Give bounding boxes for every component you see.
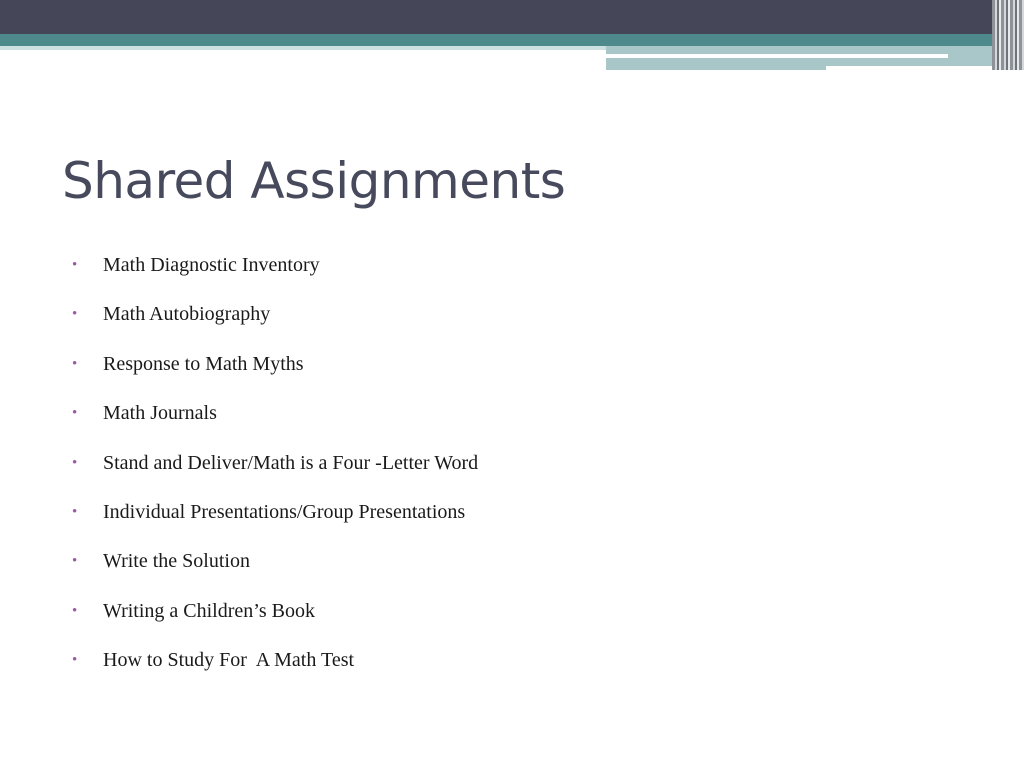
bullet-icon: • [72,355,78,372]
bullet-icon: • [72,602,78,619]
bullet-text: Response to Math Myths [103,352,304,375]
bullet-icon: • [72,652,78,669]
bullet-text: Math Journals [103,402,217,425]
bullet-icon: • [72,503,78,520]
bullet-text: Stand and Deliver/Math is a Four -Letter Word [103,451,479,474]
bullet-list [72,252,478,697]
bullet-item [72,548,478,597]
bullet-text: Individual Presentations/Group Presentations [103,500,466,523]
bullet-icon: • [72,454,78,471]
bullet-item [72,450,478,499]
bullet-text: Math Autobiography [103,303,271,326]
bullet-item [72,647,478,696]
bullet-icon: • [72,257,78,273]
bullet-icon: • [72,405,78,422]
bullet-icon: • [72,553,78,570]
slide-title: Shared Assignments [62,152,566,210]
header-dark-bar [0,0,1024,34]
bullet-text: Write the Solution [103,550,250,573]
bullet-item [72,499,478,548]
bullet-text: How to Study For A Math Test [103,649,355,672]
header-pale-stripe [0,46,606,50]
bullet-item [72,252,478,301]
bullet-text: Math Diagnostic Inventory [103,254,320,276]
bullet-item [72,301,478,350]
bullet-item [72,400,478,449]
header-teal-bar [0,34,1024,46]
bullet-icon: • [72,306,78,323]
bullet-item [72,598,478,647]
header-right-white-stripe [606,54,948,58]
bullet-item [72,351,478,400]
bullet-text: Writing a Children’s Book [103,599,315,622]
header-edge-stripes [992,0,1024,70]
